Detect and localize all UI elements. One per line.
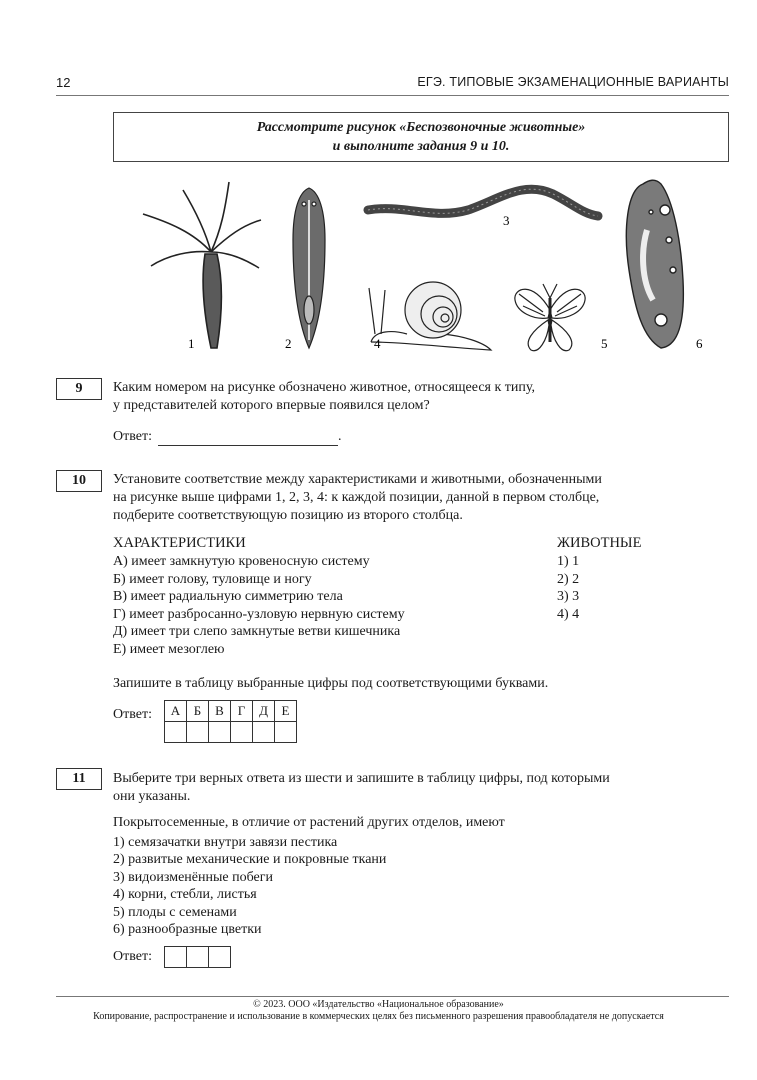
animal-option-4: 4) 4 (557, 607, 580, 622)
footer-notice: Копирование, распространение и использование в коммерческих целях без письменного разрешения правообладателя не допускается (93, 1011, 664, 1022)
header-divider (56, 95, 729, 96)
answer-table-cell[interactable] (231, 722, 253, 743)
planarian-drawing (293, 188, 325, 348)
task-10-text-line-2: на рисунке выше цифрами 1, 2, 3, 4: к каждой позиции, данной в первом столбце, (113, 490, 600, 505)
task-9-text (113, 379, 729, 415)
figure-intro-box (113, 112, 729, 162)
answer-table-cell[interactable] (209, 722, 231, 743)
header-title: ЕГЭ. ТИПОВЫЕ ЭКЗАМЕНАЦИОННЫЕ ВАРИАНТЫ (417, 75, 729, 89)
answer-table-cell[interactable] (187, 947, 209, 968)
characteristic-a: А) имеет замкнутую кровеносную систему (113, 554, 370, 569)
characteristic-d: Д) имеет три слепо замкнутые ветви кишечника (113, 624, 401, 639)
task-11-text-line-2: они указаны. (113, 789, 191, 804)
characteristic-b: Б) имеет голову, туловище и ногу (113, 572, 312, 587)
characteristic-e: Е) имеет мезоглею (113, 642, 225, 657)
answer-table-letter: В (209, 701, 231, 722)
task-11-text (113, 770, 729, 806)
animal-option-3: 3) 3 (557, 589, 580, 604)
task-11-option-2: 2) развитые механические и покровные ткани (113, 852, 387, 867)
task-10-instruction: Запишите в таблицу выбранные цифры под соответствующими буквами. (113, 676, 549, 691)
figure-label-3: 3 (503, 213, 510, 228)
task-9-text-line-2: у представителей которого впервые появился целом? (113, 398, 430, 413)
page-number: 12 (56, 75, 71, 90)
answer-table-cell[interactable] (209, 947, 231, 968)
figure-label-5: 5 (601, 336, 608, 351)
footer-divider (56, 996, 729, 997)
answer-table-cell[interactable] (275, 722, 297, 743)
answer-table-letter: Б (187, 701, 209, 722)
answer-table-letter: А (165, 701, 187, 722)
task-10-number-box: 10 (56, 470, 102, 492)
task-10-answer-table (164, 700, 297, 743)
intro-line-1: Рассмотрите рисунок «Беспозвоночные животные» (256, 120, 586, 135)
paramecium-drawing (626, 180, 683, 348)
task-10-col2-header: ЖИВОТНЫЕ (557, 535, 642, 551)
footer-copyright: © 2023. ООО «Издательство «Национальное образование» (253, 999, 504, 1010)
task-9-answer-field[interactable] (158, 431, 338, 446)
task-10-answer-label: Ответ: (113, 707, 152, 722)
task-9-text-line-1: Каким номером на рисунке обозначено животное, относящееся к типу, (113, 380, 535, 395)
answer-table-cell[interactable] (165, 722, 187, 743)
task-10-text-line-3: подберите соответствующую позицию из второго столбца. (113, 508, 463, 523)
answer-table-cell[interactable] (253, 722, 275, 743)
answer-table-letter: Д (253, 701, 275, 722)
figure-label-1: 1 (188, 336, 195, 351)
figure-label-6: 6 (696, 336, 703, 351)
characteristic-g: Г) имеет разбросанно-узловую нервную систему (113, 607, 405, 622)
earthworm-drawing (368, 189, 598, 216)
task-11-question: Покрытосеменные, в отличие от растений других отделов, имеют (113, 815, 505, 830)
butterfly-drawing (515, 284, 585, 351)
task-10-col1-header: ХАРАКТЕРИСТИКИ (113, 535, 246, 551)
task-10-text (113, 471, 729, 525)
task-11-option-1: 1) семязачатки внутри завязи пестика (113, 835, 338, 850)
task-9-answer-end: . (337, 429, 342, 444)
characteristic-v: В) имеет радиальную симметрию тела (113, 589, 343, 604)
answer-table-letter: Г (231, 701, 253, 722)
task-11-option-3: 3) видоизменённые побеги (113, 870, 273, 885)
animal-option-2: 2) 2 (557, 572, 580, 587)
task-11-text-line-1: Выберите три верных ответа из шести и запишите в таблицу цифры, под которыми (113, 771, 610, 786)
invertebrates-illustration (113, 170, 729, 360)
task-9-answer-row (113, 428, 341, 446)
figure-label-4: 4 (374, 336, 381, 351)
task-11-option-5: 5) плоды с семенами (113, 905, 237, 920)
hydra-drawing (143, 182, 261, 348)
task-11-option-6: 6) разнообразные цветки (113, 922, 262, 937)
task-11-number-box: 11 (56, 768, 102, 790)
figure-label-2: 2 (285, 336, 292, 351)
task-11-answer-table (164, 946, 231, 968)
intro-line-2: и выполните задания 9 и 10. (332, 139, 510, 154)
answer-table-letter: Е (275, 701, 297, 722)
animal-option-1: 1) 1 (557, 554, 580, 569)
answer-table-cell[interactable] (187, 722, 209, 743)
task-11-answer-label: Ответ: (113, 949, 152, 964)
task-9-answer-label: Ответ: (113, 429, 152, 444)
answer-table-cell[interactable] (165, 947, 187, 968)
task-10-text-line-1: Установите соответствие между характеристиками и животными, обозначенными (113, 472, 602, 487)
snail-drawing (369, 282, 491, 350)
task-11-option-4: 4) корни, стебли, листья (113, 887, 257, 902)
invertebrates-figure (113, 170, 729, 360)
task-9-number-box: 9 (56, 378, 102, 400)
